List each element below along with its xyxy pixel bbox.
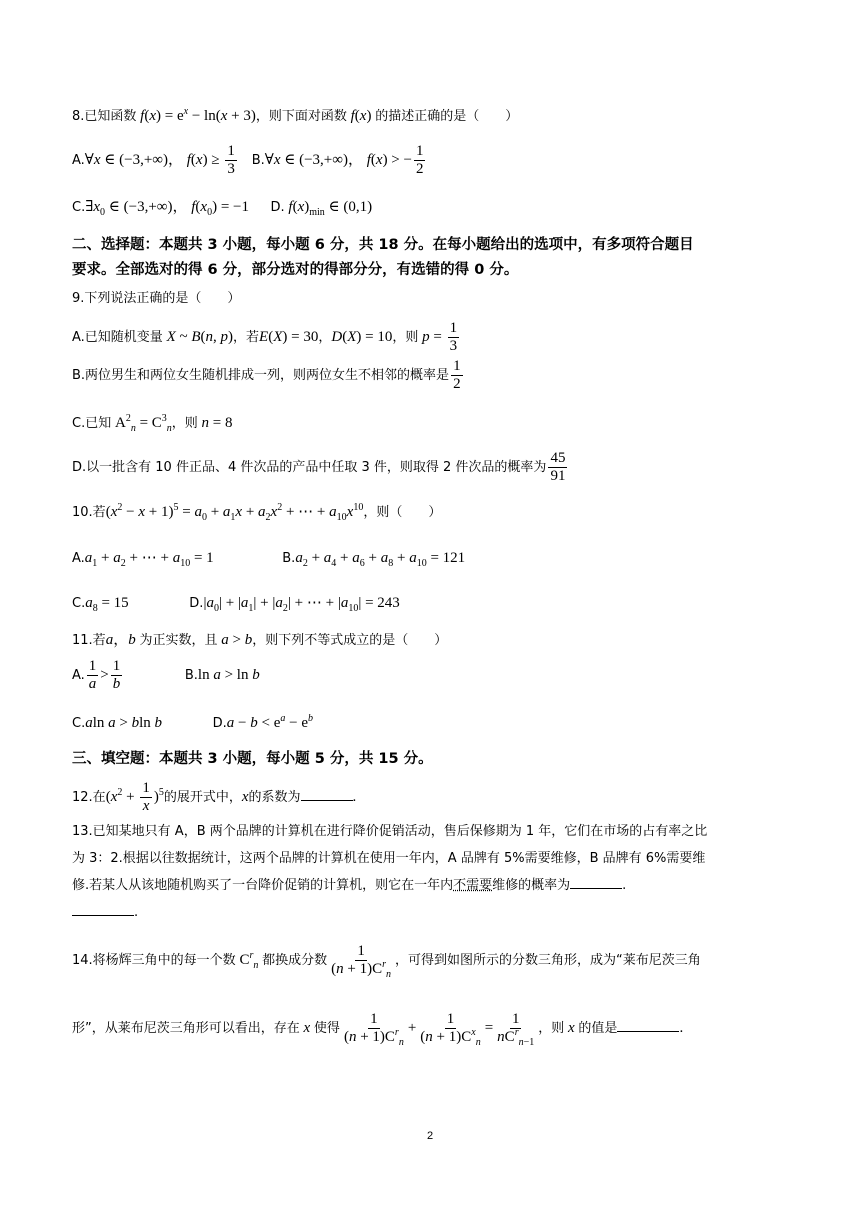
- q14-line2: 形”，从莱布尼茨三角形可以看出，存在 x 使得 $\frac{1}{(n + 1)C^r_n}$ + $\frac{1}{(n + 1)C^x_n}$ = $\frac{1}{nC^r_{n-1}}$ ，则 x 的值是 .: [72, 1011, 684, 1048]
- q8-stem: 8.已知函数 $f(x) = e^x - \ln(x + 3)$，则下面对函数 f(x) 的描述正确的是（ ）: [72, 106, 519, 124]
- q9-option-a: A.已知随机变量 X ~ B(n, p)，若E(X) = 30，D(X) = 10，则 p = $\frac{1}{3}$: [72, 320, 458, 354]
- q10-stem: 10.若$(x^2 - x + 1)^5 = a_0 + a_1x + a_2x^2$ + ⋯ + $a_{10}x^{10}$，则（ ）: [72, 502, 442, 523]
- q10-options-ab: $A.a_1 + a_2$ + ⋯ + $a_{10} = 1$ $B.a_2 + a_4 + a_6 + a_8 + a_{10} = 121$: [72, 550, 466, 569]
- q13-answer-blank: [570, 876, 622, 889]
- section2-heading-line1: 二、选择题：本题共 3 小题，每小题 6 分，共 18 分。在每小题给出的选项中，有多项符合题目: [72, 237, 694, 253]
- q13-emphasis: 不需要: [453, 878, 493, 893]
- q9-stem: 9.下列说法正确的是（ ）: [72, 291, 241, 306]
- q14-line1: 14.将杨辉三角中的每一个数 $C^r_n$ 都换成分数 $\frac{1}{(n + 1)C^r_n}$ ，可得到如图所示的分数三角形，成为“莱布尼茨三角: [72, 943, 701, 980]
- q11-options-ab: A. $\frac{1}{a}$ > $\frac{1}{b}$ B.ln a > ln b: [72, 658, 260, 692]
- q12-answer-blank: [301, 788, 353, 801]
- q13-line1: 13.已知某地只有 A，B 两个品牌的计算机在进行降价促销活动，售后保修期为 1 年，它们在市场的占有率之比: [72, 824, 708, 839]
- q13-line2: 为 3：2.根据以往数据统计，这两个品牌的计算机在使用一年内，A 品牌有 5%需要维修，B 品牌有 6%需要维: [72, 851, 706, 866]
- q13-answer-blank-2: [72, 903, 134, 916]
- q8-options-ab: A.∀x ∈ (−3,+∞)， f(x) ≥ $\frac{1}{3}$ B.∀x ∈ (−3,+∞)， f(x) > − $\frac{1}{2}$: [72, 143, 424, 177]
- q14-answer-blank: [617, 1019, 679, 1032]
- q9-option-b: B.两位男生和两位女生随机排成一列，则两位女生不相邻的概率是 $\frac{1}{2}$: [72, 358, 461, 392]
- section2-heading-line2: 要求。全部选对的得 6 分，部分选对的得部分分，有选错的得 0 分。: [72, 262, 519, 278]
- q10-options-cd: $C.a_8 = 15$ $D.|a_0| + |a_1| + |a_2|$ + ⋯ + $|a_{10}| = 243$: [72, 595, 400, 614]
- page-number: 2: [426, 1130, 434, 1142]
- q12: 12.在($x^2$ + $\frac{1}{x}$ )$^5$的展开式中，x的系数为 .: [72, 780, 357, 814]
- section3-heading: 三、填空题：本题共 3 小题，每小题 5 分，共 15 分。: [72, 751, 433, 767]
- q9-option-d: D.以一批含有 10 件正品、4 件次品的产品中任取 3 件，则取得 2 件次品的概率为 $\frac{45}{91}$: [72, 450, 566, 484]
- q13-line3: 修.若某人从该地随机购买了一台降价促销的计算机，则它在一年内不需要维修的概率为 .: [72, 878, 627, 893]
- q8-options-cd: $C.\exists x_0$ ∈ (−3,+∞)， $f(x_0) = -1$ D. $f(x)_{min}$ ∈ (0,1): [72, 199, 373, 218]
- q9-option-c: C.已知 $A^2_n = C^3_n$，则 n = 8: [72, 413, 233, 434]
- q13: 13.已知某地只有 A，B 两个品牌的计算机在进行降价促销活动，售后保修期为 1 年，它们在市场的占有率之比 为 3：2.根据以往数据统计，这两个品牌的计算机在使用一年内，A 品牌有 5%需要维修，B 品牌有 6%需要维 修.若某人从该地随机购买了一台降价促销的计算机，则它在一年内不需要维修的概率为 . .: [72, 818, 794, 926]
- q11-options-cd: C.aln a > bln b $D.a - b < e^a - e^b$: [72, 713, 313, 731]
- q11-stem: 11.若a，b 为正实数，且 a > b，则下列不等式成立的是（ ）: [72, 632, 448, 648]
